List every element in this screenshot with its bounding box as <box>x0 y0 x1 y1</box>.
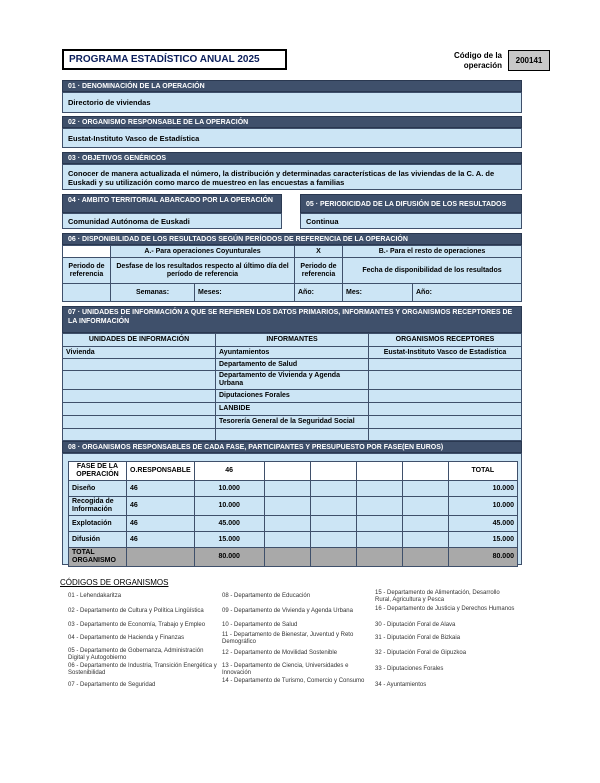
code-item: 05 - Departamento de Gobernanza, Administración Digital y Autogobierno <box>68 648 204 661</box>
section-03-header: 03 · OBJETIVOS GENÉRICOS <box>62 152 522 164</box>
code-item: 07 - Departamento de Seguridad <box>68 682 156 688</box>
code-label-line2: operación <box>463 61 502 70</box>
phase-amount: 45.000 <box>194 516 264 532</box>
mes-label: Mes: <box>343 284 413 302</box>
phase-responsible: 46 <box>127 516 195 532</box>
code-item: 06 - Departamento de Industria, Transición Energética y Sostenibilidad <box>68 663 217 676</box>
informant-row: Tesorería General de la Seguridad Social <box>216 416 369 429</box>
code-item: 12 - Departamento de Movilidad Sostenible <box>222 650 338 656</box>
code-item: 02 - Departamento de Cultura y Política Lingüística <box>68 608 204 614</box>
receiver-empty <box>369 390 522 403</box>
section-01-header: 01 · DENOMINACIÓN DE LA OPERACIÓN <box>62 80 522 92</box>
code-item: 04 - Departamento de Hacienda y Finanzas <box>68 635 185 641</box>
periodicity-field: Continua <box>300 213 522 229</box>
phase-total: 10.000 <box>448 481 517 497</box>
receivers-col-header: ORGANISMOS RECEPTORES <box>369 334 522 347</box>
code-label-line1: Código de la <box>454 51 502 60</box>
code-item: 08 - Departamento de Educación <box>222 593 311 599</box>
phase-amount: 15.000 <box>194 532 264 548</box>
org-col-empty <box>402 462 448 481</box>
phase-amount: 10.000 <box>194 481 264 497</box>
phase-total: 10.000 <box>448 497 517 516</box>
periodo-label-2: Periodo de referencia <box>295 258 343 284</box>
periodo-label: Periodo de referencia <box>63 258 111 284</box>
unit-empty <box>63 359 216 371</box>
resto-header: B.- Para el resto de operaciones <box>343 246 522 258</box>
phase-name: Diseño <box>69 481 127 497</box>
section-08-header: 08 · ORGANISMOS RESPONSABLES DE CADA FASE, PARTICIPANTES Y PRESUPUESTO POR FASE(EN EUROS) <box>62 441 522 453</box>
code-item: 10 - Departamento de Salud <box>222 622 298 628</box>
periodo-value <box>63 284 111 302</box>
responsible-organism-field: Eustat-Instituto Vasco de Estadística <box>62 128 522 148</box>
grand-total: 80.000 <box>448 548 517 567</box>
availability-blank <box>63 246 111 258</box>
code-item: 34 - Ayuntamientos <box>375 682 427 688</box>
unit-empty <box>63 416 216 429</box>
phase-name: Recogida de Información <box>69 497 127 516</box>
anio-label: Año: <box>295 284 343 302</box>
code-item: 31 - Diputación Foral de Bizkaia <box>375 635 461 641</box>
phase-total: 45.000 <box>448 516 517 532</box>
section-04-header: 04 · AMBITO TERRITORIAL ABARCADO POR LA OPERACIÓN <box>62 194 282 213</box>
receiver-value: Eustat-Instituto Vasco de Estadística <box>369 347 522 359</box>
responsible-header: O.RESPONSABLE <box>127 462 195 481</box>
anio-label-2: Año: <box>413 284 522 302</box>
semanas-label: Semanas: <box>111 284 195 302</box>
org-col-empty <box>310 462 356 481</box>
unit-empty <box>63 403 216 416</box>
page-title: PROGRAMA ESTADÍSTICO ANUAL 2025 <box>62 49 287 70</box>
information-units-table <box>62 333 522 441</box>
receiver-empty <box>369 429 522 441</box>
code-item: 15 - Departamento de Alimentación, Desarrollo Rural, Agricultura y Pesca <box>375 590 500 603</box>
objectives-field: Conocer de manera actualizada el número, la distribución y determinadas características de las viviendas de la C. A. de Euskadi y su utilización como marco de muestreo en las encuestas a familias <box>62 164 522 190</box>
receiver-empty <box>369 403 522 416</box>
budget-table <box>68 461 518 567</box>
total-organism-amount: 80.000 <box>194 548 264 567</box>
operation-name-field: Directorio de viviendas <box>62 92 522 113</box>
operation-code-label <box>440 51 502 71</box>
code-item: 16 - Departamento de Justicia y Derechos Humanos <box>375 606 515 612</box>
informant-row: Departamento de Salud <box>216 359 369 371</box>
section-05-header: 05 · PERIODICIDAD DE LA DIFUSIÓN DE LOS RESULTADOS <box>300 194 522 213</box>
phase-responsible: 46 <box>127 481 195 497</box>
phase-total: 15.000 <box>448 532 517 548</box>
mark-cell: X <box>295 246 343 258</box>
informant-row: LANBIDE <box>216 403 369 416</box>
code-item: 09 - Departamento de Vivienda y Agenda Urbana <box>222 608 353 614</box>
unit-value: Vivienda <box>63 347 216 359</box>
coyuntural-header: A.- Para operaciones Coyunturales <box>111 246 295 258</box>
code-item: 33 - Diputaciones Forales <box>375 666 444 672</box>
informant-row: Ayuntamientos <box>216 347 369 359</box>
receiver-empty <box>369 371 522 390</box>
org-46-header: 46 <box>194 462 264 481</box>
informant-row: Diputaciones Forales <box>216 390 369 403</box>
informant-row: Departamento de Vivienda y Agenda Urbana <box>216 371 369 390</box>
section-06-header: 06 · DISPONIBILIDAD DE LOS RESULTADOS SEGÚN PERÍODOS DE REFERENCIA DE LA OPERACIÓN <box>62 233 522 245</box>
desfase-label: Desfase de los resultados respecto al último día del período de referencia <box>111 258 295 284</box>
section-07-header: 07 · UNIDADES DE INFORMACIÓN A QUE SE REFIEREN LOS DATOS PRIMARIOS, INFORMANTES Y ORGANISMOS RECEPTORES DE LA INFORMACIÓN <box>62 306 522 333</box>
unit-empty <box>63 390 216 403</box>
code-item: 30 - Diputación Foral de Alava <box>375 622 456 628</box>
phase-amount: 10.000 <box>194 497 264 516</box>
phase-name: Explotación <box>69 516 127 532</box>
code-item: 11 - Departamento de Bienestar, Juventud y Reto Demográfico <box>222 632 354 645</box>
meses-label: Meses: <box>195 284 295 302</box>
fecha-label: Fecha de disponibilidad de los resultados <box>343 258 522 284</box>
phase-responsible: 46 <box>127 497 195 516</box>
receiver-empty <box>369 359 522 371</box>
code-item: 14 - Departamento de Turismo, Comercio y Consumo <box>222 678 365 684</box>
operation-code-value: 200141 <box>508 50 550 71</box>
informants-col-header: INFORMANTES <box>216 334 369 347</box>
unit-empty <box>63 371 216 390</box>
code-item: 03 - Departamento de Economía, Trabajo y Empleo <box>68 622 206 628</box>
code-item: 32 - Diputación Foral de Gipuzkoa <box>375 650 467 656</box>
org-col-empty <box>356 462 402 481</box>
unit-empty <box>63 429 216 441</box>
code-item: 01 - Lehendakaritza <box>68 593 122 599</box>
org-col-empty <box>264 462 310 481</box>
total-header: TOTAL <box>448 462 517 481</box>
phase-name: Difusión <box>69 532 127 548</box>
phase-header: FASE DE LA OPERACIÓN <box>69 462 127 481</box>
total-organism-label: TOTAL ORGANISMO <box>69 548 127 567</box>
informant-empty <box>216 429 369 441</box>
availability-table <box>62 245 522 302</box>
code-item: 13 - Departamento de Ciencia, Universidades e Innovación <box>222 663 349 676</box>
territorial-scope-field: Comunidad Autónoma de Euskadi <box>62 213 282 229</box>
phase-responsible: 46 <box>127 532 195 548</box>
codes-title: CÓDIGOS DE ORGANISMOS <box>60 578 169 587</box>
section-02-header: 02 · ORGANISMO RESPONSABLE DE LA OPERACIÓN <box>62 116 522 128</box>
units-col-header: UNIDADES DE INFORMACIÓN <box>63 334 216 347</box>
receiver-empty <box>369 416 522 429</box>
